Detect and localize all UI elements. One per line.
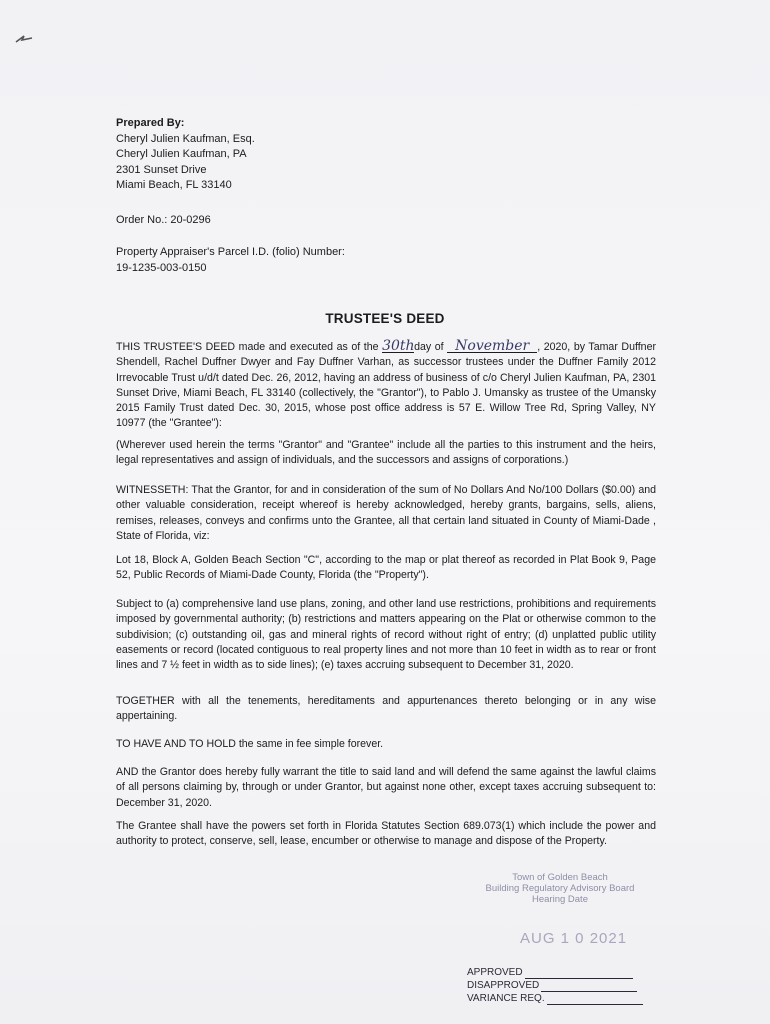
document-title: TRUSTEE'S DEED [325, 311, 445, 326]
hearing-stamp [470, 872, 650, 905]
scan-mark-icon [14, 30, 36, 48]
disapproved-line [541, 982, 637, 992]
variance-line [547, 995, 643, 1005]
approved-line [525, 969, 633, 979]
stamp-label: Hearing Date [532, 894, 588, 905]
prepared-by-line: 2301 Sunset Drive [116, 163, 207, 176]
paragraph-text: THIS TRUSTEE'S DEED made and executed as of the [116, 341, 383, 353]
variance-row [467, 992, 643, 1005]
handwritten-day: 30th [382, 338, 415, 354]
parcel-block [116, 245, 345, 276]
habendum-paragraph: TO HAVE AND TO HOLD the same in fee simple forever. [116, 738, 384, 750]
deed-opening-paragraph [116, 340, 656, 432]
prepared-by-line: Cheryl Julien Kaufman, Esq. [116, 132, 255, 145]
approved-row [467, 966, 643, 979]
together-paragraph: TOGETHER with all the tenements, hereditaments and appurtenances thereto belonging or in any wise appertaining. [116, 695, 656, 723]
paragraph-text: , 2020, by Tamar Duffner Shendell, Rachel Duffner Dwyer and Fay Duffner Varhan, as successor trustees under the Duffner Family 2012 Irrevocable Trust u/d/t dated Dec. 26, 2012, having an address of business of c/o Cheryl Julien Kaufman, PA, 2301 Sunset Drive, Miami Beach, FL 33140 (collectively, the "Grantor"), to Pablo J. Umansky as trustee of the Umansky 2015 Family Trust dated Dec. 30, 2015, whose post office address is 57 E. Willow Tree Rd, Spring Valley, NY 10977 (the "Grantee"): [116, 341, 656, 430]
prepared-by-label: Prepared By: [116, 117, 185, 129]
variance-label: VARIANCE REQ. [467, 993, 545, 1004]
stamp-date: AUG 1 0 2021 [520, 930, 628, 947]
approved-label: APPROVED [467, 967, 523, 978]
stamp-board: Building Regulatory Advisory Board [485, 883, 635, 894]
prepared-by-line: Cheryl Julien Kaufman, PA [116, 148, 247, 160]
handwritten-month: November [447, 340, 537, 353]
powers-paragraph: The Grantee shall have the powers set forth in Florida Statutes Section 689.073(1) which include the power and authority to protect, conserve, sell, lease, encumber or otherwise to manage and dispose of the Property. [116, 820, 656, 848]
disapproved-label: DISAPPROVED [467, 980, 540, 991]
stamp-town: Town of Golden Beach [512, 872, 608, 883]
approval-block [467, 966, 643, 1005]
prepared-by-block [116, 116, 255, 194]
disapproved-row [467, 979, 643, 992]
witnesseth-paragraph: WITNESSETH: That the Grantor, for and in consideration of the sum of No Dollars And No/100 Dollars ($0.00) and other valuable consideration, receipt whereof is hereby acknowledged, hereby grants, bargains, sells, aliens, remises, releases, conveys and confirms unto the Grantee, all that certain land situated in County of Miami-Dade , State of Florida, viz: [116, 484, 656, 542]
paragraph-text: day of [414, 341, 448, 353]
definitions-paragraph: (Wherever used herein the terms "Grantor" and "Grantee" include all the parties to this instrument and the heirs, legal representatives and assign of individuals, and the successors and assigns of corporations.) [116, 439, 656, 467]
warranty-paragraph: AND the Grantor does hereby fully warrant the title to said land and will defend the same against the lawful claims of all persons claiming by, through or under Grantor, but against none other, except taxes accruing subsequent to: December 31, 2020. [116, 766, 656, 809]
parcel-number: 19-1235-003-0150 [116, 261, 207, 274]
parcel-label: Property Appraiser's Parcel I.D. (folio) Number: [116, 246, 345, 258]
order-number: Order No.: 20-0296 [116, 214, 211, 226]
prepared-by-line: Miami Beach, FL 33140 [116, 179, 232, 191]
subject-to-paragraph: Subject to (a) comprehensive land use plans, zoning, and other land use restrictions, prohibitions and requirements imposed by governmental authority; (b) restrictions and matters appearing on the Plat or otherwise common to the subdivision; (c) outstanding oil, gas and mineral rights of record without right of entry; (d) unplatted public utility easements or record (located contiguous to real property lines and not more than 10 feet in width as to rear or front lines and 7 ½ feet in width as to side lines); (e) taxes accruing subsequent to December 31, 2020. [116, 598, 656, 672]
legal-description-paragraph: Lot 18, Block A, Golden Beach Section "C", according to the map or plat thereof as recorded in Plat Book 9, Page 52, Public Records of Miami-Dade County, Florida (the "Property"). [116, 554, 656, 582]
